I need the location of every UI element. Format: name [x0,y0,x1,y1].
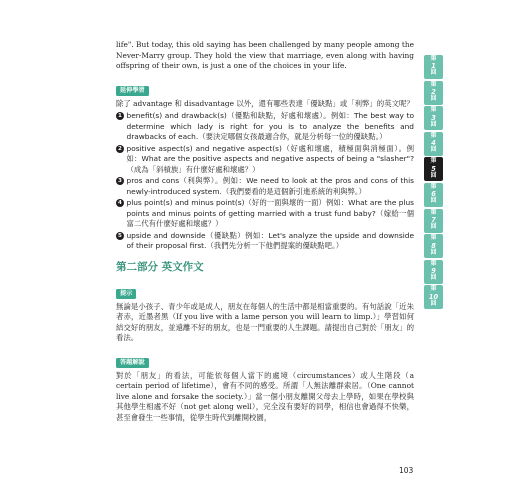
tab-number: 1 [431,62,436,71]
chapter-tab-2[interactable] [424,81,443,105]
tab-label-bottom: 回 [430,248,437,256]
tab-label-bottom: 回 [430,146,437,154]
tab-label-bottom: 回 [430,120,437,128]
chapter-tab-6[interactable] [424,183,443,207]
tab-number: 2 [431,88,436,96]
number-badge: 3 [116,177,124,185]
tab-number: 7 [431,215,436,224]
list-item [116,111,414,143]
number-badge: 4 [116,199,124,207]
chapter-tab-9[interactable] [424,260,443,284]
tab-number: 6 [431,190,436,199]
number-badge: 5 [116,232,124,240]
prompt-tag: 提示 [116,289,136,299]
tab-label-top: 第 [430,182,437,190]
tab-label-top: 第 [430,106,437,114]
tab-label-top: 第 [430,259,437,267]
main-content [116,40,414,428]
extended-learning-question: 除了 advantage 和 disadvantage 以外，還有哪些表達「優缺點」或「利弊」的英文呢？ [116,98,414,108]
prompt-text: 無論是小孩子、青少年或是成人，朋友在每個人的生活中都是相當重要的。有句話說「近朱者赤，近墨者黑（If you live with a lame person you will learn to limp.）」學習如何結交好的朋友，並遠離不好的朋友，也是一門重要的人生課題。請提出自己對於「朋友」的看法。 [116,301,414,342]
chapter-tab-8[interactable] [424,234,443,258]
tab-label-bottom: 回 [430,171,437,179]
chapter-tabs [424,55,443,311]
answer-tag: 答題解說 [116,358,149,368]
extended-learning-tag: 延伸學習 [116,86,149,96]
page-number: 103 [399,466,414,475]
list-item [116,144,414,176]
tab-label-top: 第 [430,80,437,88]
tab-label-top: 第 [430,55,437,62]
tab-number: 9 [431,267,436,276]
tab-label-bottom: 回 [430,197,437,205]
number-badge: 1 [116,112,124,120]
tab-number: 10 [428,292,439,301]
chapter-tab-4[interactable] [424,132,443,156]
chapter-tab-7[interactable] [424,209,443,233]
tab-number: 3 [431,113,436,122]
tab-label-top: 第 [430,131,437,139]
list-item [116,198,414,230]
prompt-block [116,280,414,344]
answer-block [116,349,414,424]
tab-label-bottom: 回 [430,299,437,307]
list-item-text: positive aspect(s) and negative aspect(s)（好處和壞處，積極面與消極面）。例如：What are the positive aspects and negative aspects of being a "slasher"?（成為「斜槓族」有什麼好處和壞處？） [126,143,414,174]
list-item-text: upside and downside（優缺點）例如：Let's analyze the upside and downside of their proposal first.（我們先分析一下他們提案的優缺點吧。） [126,230,414,250]
list-item [116,176,414,197]
tab-number: 5 [431,164,436,173]
tab-label-top: 第 [430,285,437,293]
extended-learning-section [116,77,414,252]
list-item-text: benefit(s) and drawback(s)（優點和缺點，好處和壞處）。例如：The best way to determine which lady is right for you is to analyze the benefits and drawbacks of each.（要決定哪個女孩最適合你，就是分析每一位的優缺點。） [126,111,414,141]
tab-label-bottom: 回 [430,274,437,282]
section-title: 第二部分 英文作文 [116,260,204,273]
chapter-tab-10[interactable] [424,285,443,309]
tab-number: 4 [431,139,436,148]
number-badge: 2 [116,145,124,153]
tab-label-bottom: 回 [430,69,437,77]
answer-text: 對於「朋友」的看法，可能依每個人當下的處境（circumstances）或人生階段（a certain period of lifetime），會有不同的感受。所謂「人無法離群索居。（One cannot live alone and forsake the society.）」當一個小朋友離開父母去上學時，如果在學校與其他學生相處不好（not get along well），完全沒有要好的同學，相信也會過得不快樂，甚至會發生一些事情，從學生時代到離開校園， [116,370,414,422]
tab-label-top: 第 [430,208,437,216]
list-item-text: pros and cons（利與弊）。例如：We need to look at the pros and cons of this newly-introduced system.（我們要看的是這個新引進系統的利與弊。） [126,176,414,196]
list-item-text: plus point(s) and minus point(s)（好的一面與壞的一面）例如：What are the plus points and minus points of getting married with a trust fund baby?（嫁給一個富二代有什麼好處和壞處？） [126,198,414,228]
tab-label-bottom: 回 [430,95,437,102]
list-item [116,231,414,252]
intro-paragraph: life". But today, this old saying has been challenged by many people among the Never-Marry group. They hold the view that marriage, even along with having offspring of their own, is just a one of the choices in your life. [116,40,414,70]
tab-number: 8 [431,241,436,250]
chapter-tab-5[interactable] [424,157,443,181]
tab-label-top: 第 [430,157,437,165]
tab-label-top: 第 [430,234,437,242]
tab-label-bottom: 回 [430,222,437,230]
chapter-tab-3[interactable] [424,106,443,130]
chapter-tab-1[interactable] [424,55,443,79]
